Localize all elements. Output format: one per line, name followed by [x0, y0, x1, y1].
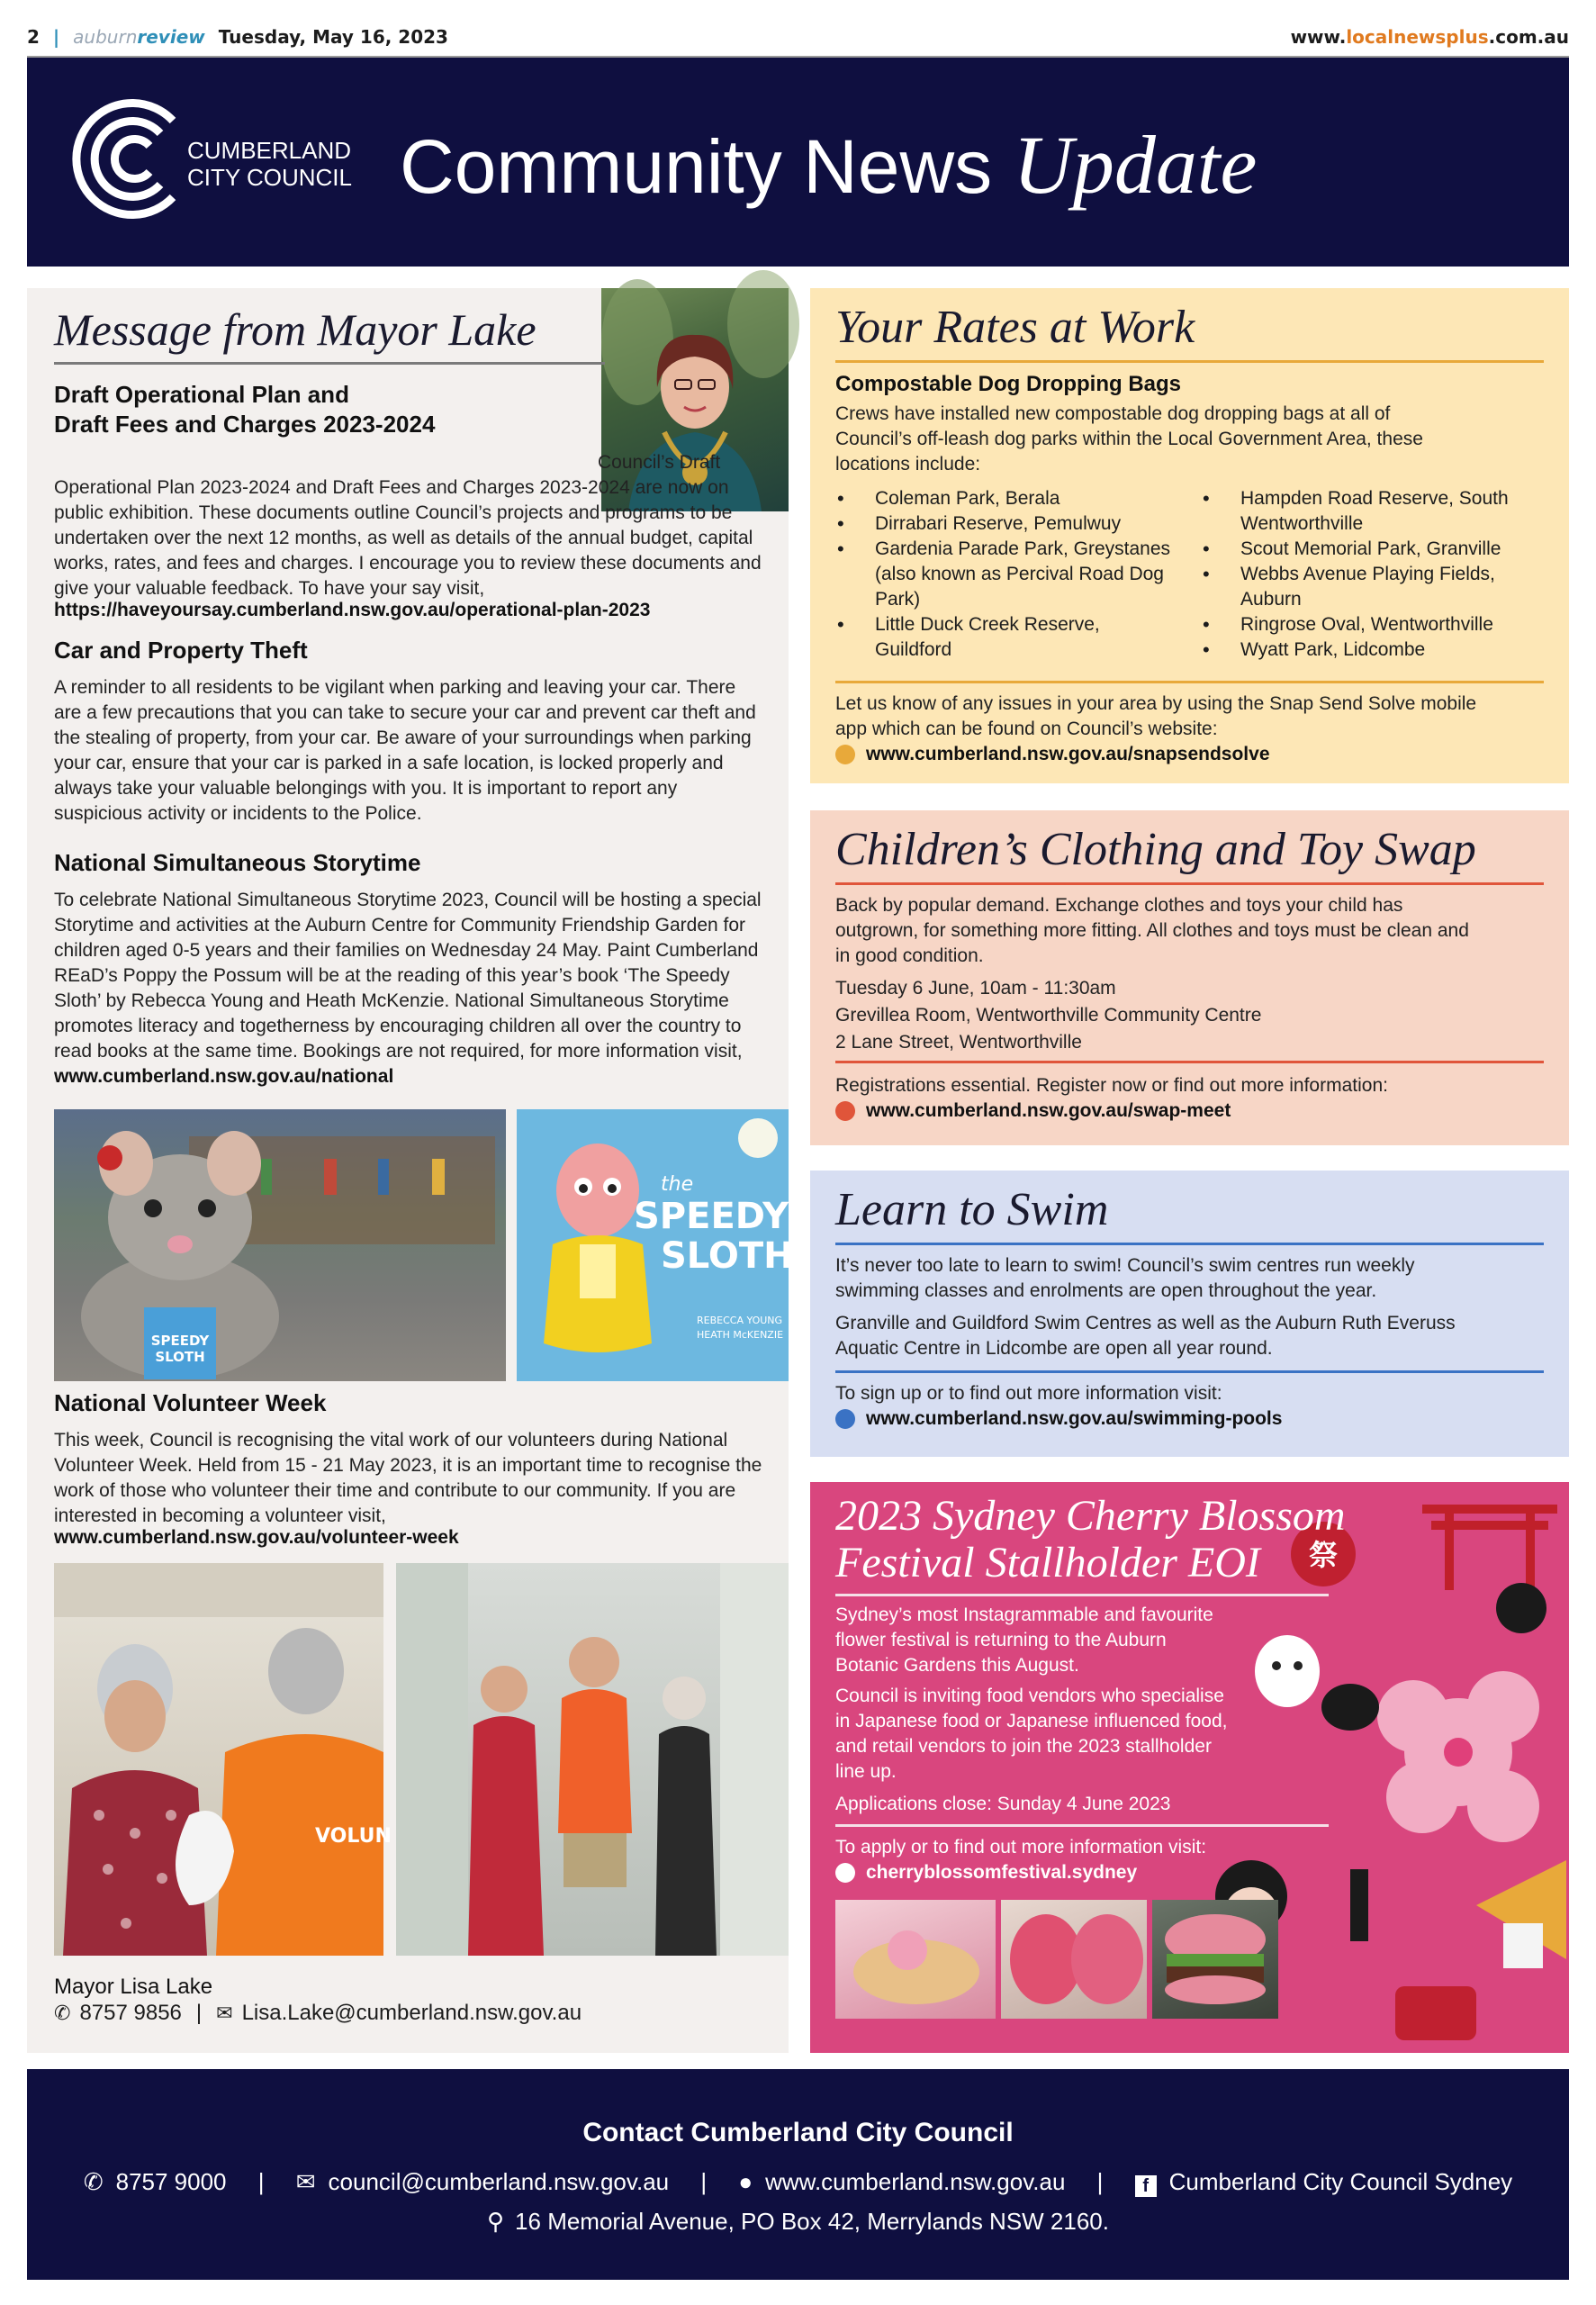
section-title-line2: Draft Fees and Charges 2023-2024	[54, 411, 436, 438]
rates-subheading: Compostable Dog Dropping Bags	[835, 372, 1181, 396]
footer-separator: |	[1096, 2168, 1104, 2195]
list-item: • Hampden Road Reserve, South Wentworthville	[1201, 486, 1552, 537]
cover-title-speedy: SPEEDY	[634, 1196, 789, 1237]
rates-intro: Crews have installed new compostable dog dropping bags at all of Council’s off-leash dog parks within the Local Government Area, these locations include:	[835, 403, 1423, 475]
cherry-para1: Sydney’s most Instagrammable and favourite flower festival is returning to the Auburn Botanic Gardens this August.	[835, 1604, 1213, 1676]
cherry-para2: Council is inviting food vendors who specialise in Japanese food or Japanese influenced food, and retail vendors to join the 2023 stallholder line up.	[835, 1686, 1228, 1782]
swap-heading: Children’s Clothing and Toy Swap	[835, 824, 1476, 875]
speedy-sloth-cover-icon	[517, 1109, 794, 1381]
swim-para2: Granville and Guildford Swim Centres as well as the Auburn Ruth Everuss Aquatic Centre in Lidcombe are open all year round.	[835, 1313, 1456, 1359]
phone-icon: ✆	[83, 2168, 104, 2195]
section-title-storytime: National Simultaneous Storytime	[54, 849, 421, 876]
rates-divider	[835, 681, 1544, 683]
swap-when: Tuesday 6 June, 10am - 11:30am	[835, 978, 1116, 999]
burger-icon	[1152, 1900, 1278, 2019]
swim-signup: To sign up or to find out more information visit:	[835, 1383, 1222, 1404]
footer-address-row	[27, 2208, 1569, 2236]
mayor-email[interactable]: Lisa.Lake@cumberland.nsw.gov.au	[241, 2001, 582, 2025]
cover-title-the: the	[661, 1173, 694, 1196]
possum-puppet-icon	[54, 1109, 506, 1381]
globe-icon	[835, 1101, 855, 1121]
swap-link-row[interactable]	[835, 1100, 1231, 1122]
rates-list-left	[835, 486, 1177, 663]
site-suffix: .com.au	[1488, 26, 1569, 48]
list-item: • Wyatt Park, Lidcombe	[1201, 637, 1552, 663]
facebook-icon: f	[1135, 2175, 1157, 2197]
mayor-message-heading: Message from Mayor Lake	[54, 304, 537, 355]
swap-address: 2 Lane Street, Wentworthville	[835, 1032, 1082, 1053]
masthead-left	[27, 26, 455, 48]
cherry-heading-rule	[835, 1594, 1329, 1596]
page-number: 2	[27, 26, 40, 48]
contact-separator: |	[195, 2001, 203, 2025]
swim-box	[810, 1171, 1569, 1457]
footer-facebook[interactable]: Cumberland City Council Sydney	[1168, 2168, 1513, 2195]
swim-link-row[interactable]	[835, 1408, 1282, 1430]
masthead-divider: |	[52, 26, 60, 48]
list-item: • Coleman Park, Berala	[835, 486, 1177, 511]
footer-contacts	[27, 2168, 1569, 2197]
volunteer-delivery-icon	[54, 1563, 392, 1956]
swim-heading: Learn to Swim	[835, 1184, 1109, 1235]
volunteer-shirt-text: VOLUN	[315, 1825, 392, 1848]
site-prefix: www.	[1290, 26, 1347, 48]
food-photo-buns	[1001, 1900, 1147, 2019]
swap-box	[810, 810, 1569, 1145]
cherry-closing: Applications close: Sunday 4 June 2023	[835, 1794, 1171, 1814]
footer-phone[interactable]: 8757 9000	[115, 2168, 227, 2195]
list-item: • Ringrose Oval, Wentworthville	[1201, 612, 1552, 637]
food-photo-waffle	[835, 1900, 996, 2019]
food-photo-burger	[1152, 1900, 1278, 2019]
list-item: • Gardenia Parade Park, Greystanes (also known as Percival Road Dog Park)	[835, 537, 1177, 612]
cover-author2: HEATH McKENZIE	[697, 1329, 784, 1341]
cherry-heading-line1: 2023 Sydney Cherry Blossom	[835, 1492, 1346, 1540]
list-item: • Webbs Avenue Playing Fields, Auburn	[1201, 562, 1552, 612]
mayor-contact	[54, 2001, 582, 2026]
storytime-text	[54, 888, 765, 1089]
list-item: • Dirrabari Reserve, Pemulwuy	[835, 511, 1177, 537]
rates-link[interactable]: www.cumberland.nsw.gov.au/snapsendsolve	[866, 744, 1270, 764]
possum-photo	[54, 1109, 506, 1381]
banner-title-italic: Update	[1013, 119, 1258, 211]
cherry-link-row[interactable]	[835, 1862, 1137, 1884]
site-link[interactable]	[1291, 26, 1569, 48]
cherry-link[interactable]: cherryblossomfestival.sydney	[866, 1862, 1138, 1883]
waffle-icon	[835, 1900, 996, 2019]
cherry-apply: To apply or to find out more information visit:	[835, 1837, 1207, 1858]
storytime-link[interactable]: www.cumberland.nsw.gov.au/national	[54, 1066, 394, 1087]
small-cover-line2: SLOTH	[155, 1349, 205, 1365]
paper-name-b: review	[137, 26, 205, 48]
lantern-glyph: 祭	[1308, 1538, 1339, 1572]
swim-divider	[835, 1370, 1544, 1373]
mayor-heading-rule	[54, 362, 605, 365]
section-title-operational-plan	[54, 380, 594, 439]
rates-link-row[interactable]	[835, 744, 1270, 765]
cover-title-sloth: SLOTH	[661, 1235, 794, 1277]
swap-intro: Back by popular demand. Exchange clothes and toys your child has outgrown, for something more fitting. All clothes and toys must be clean and in good condition.	[835, 895, 1469, 966]
list-item: • Scout Memorial Park, Granville	[1201, 537, 1552, 562]
rates-box	[810, 288, 1569, 783]
mayor-message-panel	[27, 288, 794, 2053]
footer-title: Contact Cumberland City Council	[582, 2118, 1014, 2147]
council-logo-icon	[67, 94, 193, 224]
operational-plan-link[interactable]: https://haveyoursay.cumberland.nsw.gov.au/operational-plan-2023	[54, 600, 651, 620]
org-name	[187, 137, 352, 191]
org-name-line2: CITY COUNCIL	[187, 164, 352, 191]
storytime-body: To celebrate National Simultaneous Storytime 2023, Council will be hosting a special Storytime and activities at the Auburn Centre for Community Friendship Garden for children aged 0-5 years and their families on Wednesday 24 May. Paint Cumberland REaD’s Poppy the Possum will be at the reading of this year’s book ‘The Speedy Sloth’ by Rebecca Young and Heath McKenzie. National Simultaneous Storytime promotes literacy and togetherness by encouraging children all over the country to read books at the same time. Bookings are not required, for more information visit,	[54, 890, 762, 1062]
swim-link[interactable]: www.cumberland.nsw.gov.au/swimming-pools	[866, 1408, 1283, 1429]
cherry-heading	[835, 1493, 1346, 1586]
footer	[27, 2069, 1569, 2280]
swim-para1: It’s never too late to learn to swim! Council’s swim centres run weekly swimming classes and enrolments are open throughout the year.	[835, 1255, 1415, 1301]
section-title-volunteer-week: National Volunteer Week	[54, 1389, 327, 1416]
banner-title	[400, 115, 1257, 216]
mayor-signoff-name: Mayor Lisa Lake	[54, 1975, 213, 1999]
swap-register: Registrations essential. Register now or find out more information:	[835, 1075, 1388, 1096]
banner	[27, 58, 1569, 267]
footer-website[interactable]: www.cumberland.nsw.gov.au	[765, 2168, 1066, 2195]
operational-plan-text	[54, 450, 765, 601]
car-theft-text: A reminder to all residents to be vigilant when parking and leaving your car. There are a few precautions that you can take to secure your car and prevent car theft and the stealing of property, from your car. Be aware of your surroundings when parking your car, ensure that your car is parked in a safe location, is locked properly and always take your valuable belongings with you. It is important to report any suspicious activity or incidents to the Police.	[54, 677, 756, 824]
swap-divider	[835, 1061, 1544, 1063]
globe-icon: ●	[738, 2168, 753, 2195]
swap-venue: Grevillea Room, Wentworthville Community Centre	[835, 1005, 1262, 1026]
org-name-line1: CUMBERLAND	[187, 137, 352, 164]
footer-address: 16 Memorial Avenue, PO Box 42, Merrylands NSW 2160.	[515, 2208, 1109, 2235]
rates-heading-rule	[835, 360, 1544, 363]
volunteer-photo-2	[396, 1563, 789, 1956]
section-title-line1: Draft Operational Plan and	[54, 381, 349, 408]
rates-list-right	[1201, 486, 1552, 663]
swap-heading-rule	[835, 882, 1544, 885]
volunteer-photo-1	[54, 1563, 392, 1956]
volunteer-text: This week, Council is recognising the vital work of our volunteers during National Volunteer Week. Held from 15 - 21 May 2023, it is an important time to recognise the work of those who volunteer their time and contribute to our community. If you are interested in becoming a volunteer visit,	[54, 1430, 762, 1526]
location-pin-icon: ⚲	[487, 2208, 505, 2235]
globe-icon	[835, 1409, 855, 1429]
volunteer-link[interactable]: www.cumberland.nsw.gov.au/volunteer-week	[54, 1527, 459, 1548]
mayor-phone[interactable]: 8757 9856	[79, 2001, 182, 2025]
footer-separator: |	[700, 2168, 708, 2195]
issue-date: Tuesday, May 16, 2023	[218, 26, 448, 48]
section-title-car-theft: Car and Property Theft	[54, 637, 308, 664]
globe-icon	[835, 1863, 855, 1883]
cover-author1: REBECCA YOUNG	[697, 1315, 783, 1326]
email-icon: ✉	[295, 2168, 316, 2195]
volunteer-walking-icon	[396, 1563, 789, 1956]
cherry-heading-line2: Festival Stallholder EOI	[835, 1539, 1260, 1586]
paper-name-a: auburn	[73, 26, 138, 48]
paper-name	[73, 26, 205, 48]
cherry-divider	[835, 1824, 1329, 1827]
rates-outro: Let us know of any issues in your area by using the Snap Send Solve mobile app which can be found on Council’s website:	[835, 693, 1477, 739]
small-cover-line1: SPEEDY	[150, 1333, 210, 1349]
footer-email[interactable]: council@cumberland.nsw.gov.au	[328, 2168, 670, 2195]
list-item: • Little Duck Creek Reserve, Guildford	[835, 612, 1177, 663]
swap-link[interactable]: www.cumberland.nsw.gov.au/swap-meet	[866, 1100, 1231, 1121]
phone-icon: ✆	[54, 2002, 71, 2024]
email-icon: ✉	[216, 2002, 233, 2024]
buns-icon	[1001, 1900, 1147, 2019]
footer-separator: |	[257, 2168, 265, 2195]
cherry-box	[810, 1482, 1569, 2053]
banner-title-main: Community News	[400, 124, 993, 209]
book-cover	[517, 1109, 794, 1381]
masthead	[27, 20, 1569, 54]
globe-icon	[835, 745, 855, 764]
rates-heading: Your Rates at Work	[835, 302, 1195, 353]
operational-plan-body: Council’s Draft Operational Plan 2023-2024 and Draft Fees and Charges 2023-2024 are now on public exhibition. These documents outline Council’s projects and programs to be undertaken over the next 12 months, as well as details of the annual budget, capital works, rates, and fees and charges. I encourage you to review these documents and give your valuable feedback. To have your say visit,	[54, 452, 762, 599]
site-brand: localnewsplus	[1346, 26, 1489, 48]
swim-heading-rule	[835, 1243, 1544, 1245]
